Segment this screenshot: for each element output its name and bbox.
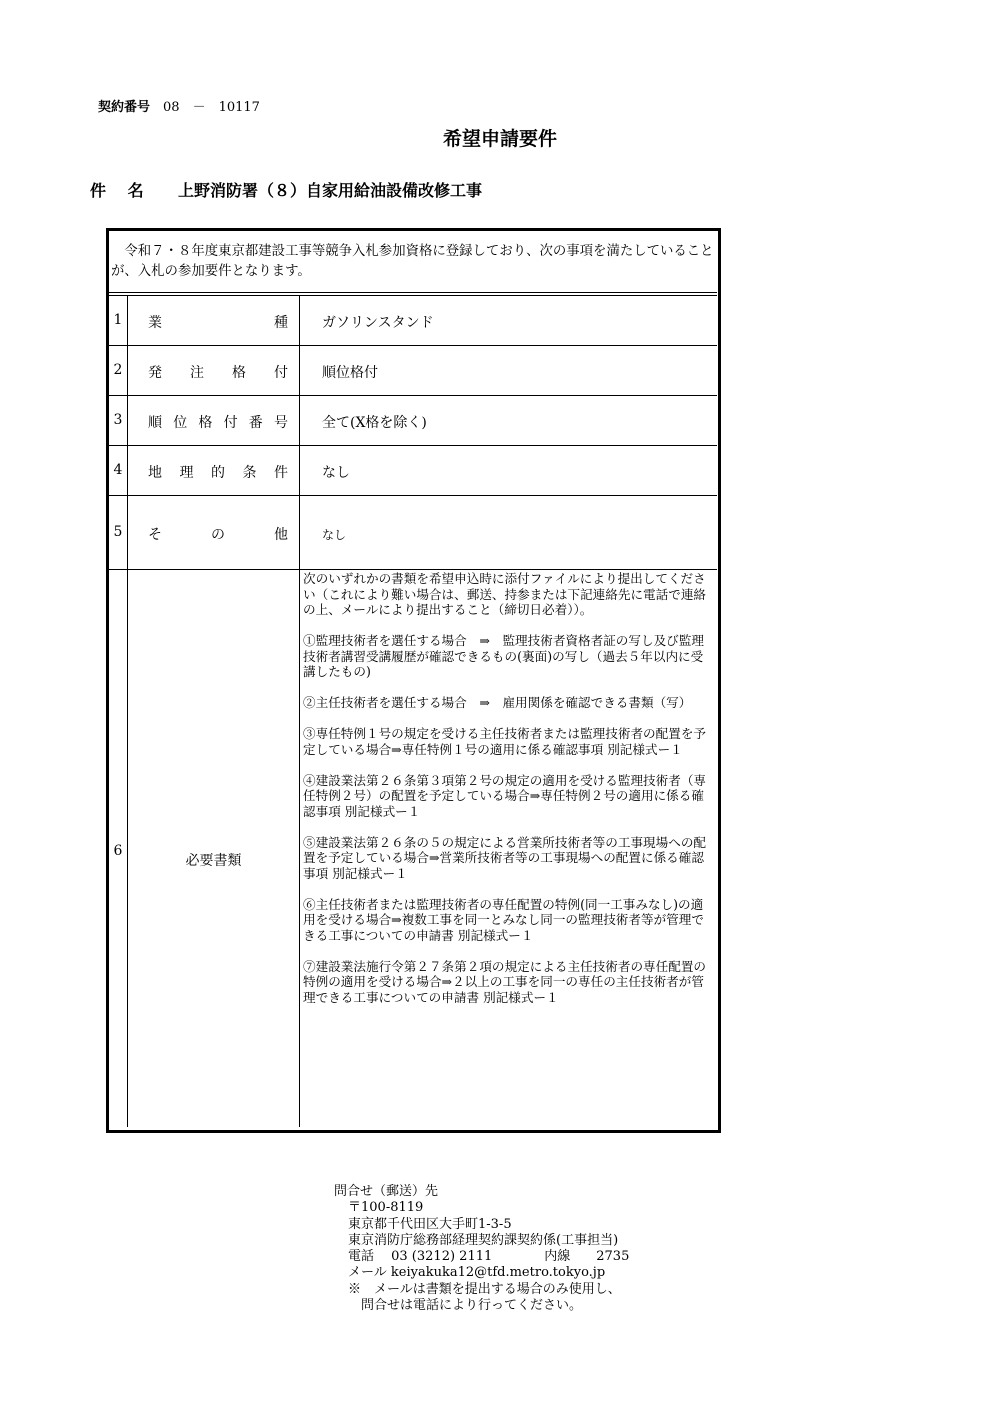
row-divider bbox=[108, 445, 717, 446]
row-item-label bbox=[148, 524, 288, 544]
docs-paragraph: ④建設業法第２６条第３項第２号の規定の適用を受ける監理技術者（専任特例２号）の配置を予定している場合⇒専任特例２号の適用に係る確認事項 別記様式ー１ bbox=[303, 772, 706, 819]
row-divider bbox=[108, 495, 717, 496]
row-item-label bbox=[148, 462, 288, 482]
item-char: 発 bbox=[148, 365, 162, 381]
page-title: 希望申請要件 bbox=[442, 128, 557, 150]
item-char: 付 bbox=[223, 415, 238, 431]
intro-text: 令和７・８年度東京都建設工事等競争入札参加資格に登録しており、次の事項を満たしていることが、入札の参加要件となります。 bbox=[111, 244, 714, 279]
item-char: 的 bbox=[211, 465, 225, 481]
row-divider bbox=[108, 569, 717, 570]
docs-paragraph: ⑦建設業法施行令第２７条第２項の規定による主任技術者の専任配置の特例の適用を受ける場合⇒２以上の工事を同一の専任の主任技術者が管理できる工事についての申請書 別記様式ー１ bbox=[303, 958, 706, 1005]
contact-department: 東京消防庁総務部経理契約課契約係(工事担当) bbox=[348, 1232, 619, 1248]
row-number: 3 bbox=[113, 412, 123, 428]
row-divider bbox=[108, 395, 717, 396]
row-value: なし bbox=[322, 465, 350, 481]
subject-line bbox=[90, 178, 482, 201]
row-divider bbox=[108, 345, 717, 346]
row-item-label bbox=[148, 412, 288, 432]
item-char: の bbox=[211, 527, 225, 543]
docs-paragraph: ③専任特例１号の規定を受ける主任技術者または監理技術者の配置を予定している場合⇒専任特例１号の適用に係る確認事項 別記様式ー１ bbox=[303, 726, 706, 757]
item-char: 理 bbox=[179, 465, 194, 481]
subject-label: 件 名 bbox=[90, 181, 152, 200]
item-char: 号 bbox=[273, 415, 288, 431]
item-char: 業 bbox=[148, 315, 162, 331]
required-docs-text bbox=[303, 571, 715, 1021]
item-char: 種 bbox=[274, 315, 288, 331]
row-item-label bbox=[148, 362, 288, 382]
item-char: 順 bbox=[148, 415, 162, 431]
required-docs-label: 必要書類 bbox=[185, 853, 242, 869]
contact-email: メール keiyakuka12@tfd.metro.tokyo.jp bbox=[348, 1265, 606, 1281]
docs-paragraph: ⑤建設業法第２６条の５の規定による営業所技術者等の工事現場への配置を予定している場合⇒営業所技術者等の工事現場への配置に係る確認事項 別記様式ー１ bbox=[303, 834, 706, 881]
docs-paragraph: ①監理技術者を選任する場合 ⇒ 監理技術者資格者証の写し及び監理技術者講習受講履歴が確認できるもの(裏面)の写し（過去５年以内に受講したもの) bbox=[303, 633, 704, 679]
row-number: 4 bbox=[113, 462, 123, 478]
item-char: そ bbox=[148, 527, 162, 543]
item-char: 付 bbox=[274, 365, 288, 381]
subject-value: 上野消防署（８）自家用給油設備改修工事 bbox=[178, 181, 483, 200]
contact-block bbox=[334, 1184, 629, 1314]
docs-paragraph: ⑥主任技術者または監理技術者の専任配置の特例(同一工事みなし)の適用を受ける場合⇒複数工事を同一とみなし同一の監理技術者等が管理できる工事についての申請書 別記様式ー１ bbox=[303, 896, 704, 943]
contact-note: ※ メールは書類を提出する場合のみ使用し、 bbox=[348, 1281, 621, 1297]
row-value: 順位格付 bbox=[322, 365, 378, 381]
contact-postal: 〒100-8119 bbox=[348, 1200, 424, 1216]
contract-number-label: 契約番号 bbox=[98, 100, 151, 115]
row-number: 6 bbox=[113, 843, 123, 859]
docs-paragraph: 次のいずれかの書類を希望申込時に添付ファイルにより提出してください（これにより難い場合は、郵送、持参または下記連絡先に電話で連絡の上、メールにより提出すること（締切日必着））。 bbox=[303, 571, 706, 617]
contact-address: 東京都千代田区大手町1-3-5 bbox=[348, 1216, 512, 1232]
item-char: 番 bbox=[248, 415, 263, 431]
row-number: 5 bbox=[113, 524, 123, 540]
row-number: 2 bbox=[113, 362, 123, 378]
header-divider bbox=[108, 292, 717, 293]
row-item-label bbox=[148, 312, 288, 332]
item-char: 地 bbox=[148, 465, 162, 481]
item-char: 格 bbox=[198, 415, 213, 431]
item-char: 条 bbox=[242, 465, 257, 481]
item-char: 位 bbox=[173, 415, 188, 431]
contract-number-value: 08 － 10117 bbox=[163, 100, 260, 115]
contact-phone: 電話 03 (3212) 2111 内線 2735 bbox=[348, 1249, 630, 1265]
row-value: 全て(X格を除く) bbox=[322, 415, 427, 431]
docs-paragraph: ②主任技術者を選任する場合 ⇒ 雇用関係を確認できる書類（写） bbox=[303, 695, 692, 710]
header-divider-2 bbox=[108, 295, 717, 296]
row-value: なし bbox=[322, 528, 347, 542]
item-char: 注 bbox=[190, 365, 204, 381]
row-value: ガソリンスタンド bbox=[322, 315, 434, 331]
row-number: 1 bbox=[113, 312, 123, 328]
contact-heading: 問合せ（郵送）先 bbox=[334, 1184, 439, 1199]
col-divider-item bbox=[299, 296, 300, 1127]
contract-number bbox=[98, 96, 260, 115]
contact-note: 問合せは電話により行ってください。 bbox=[348, 1298, 583, 1314]
item-char: 格 bbox=[232, 365, 246, 381]
item-char: 件 bbox=[274, 465, 288, 481]
item-char: 他 bbox=[274, 527, 288, 543]
